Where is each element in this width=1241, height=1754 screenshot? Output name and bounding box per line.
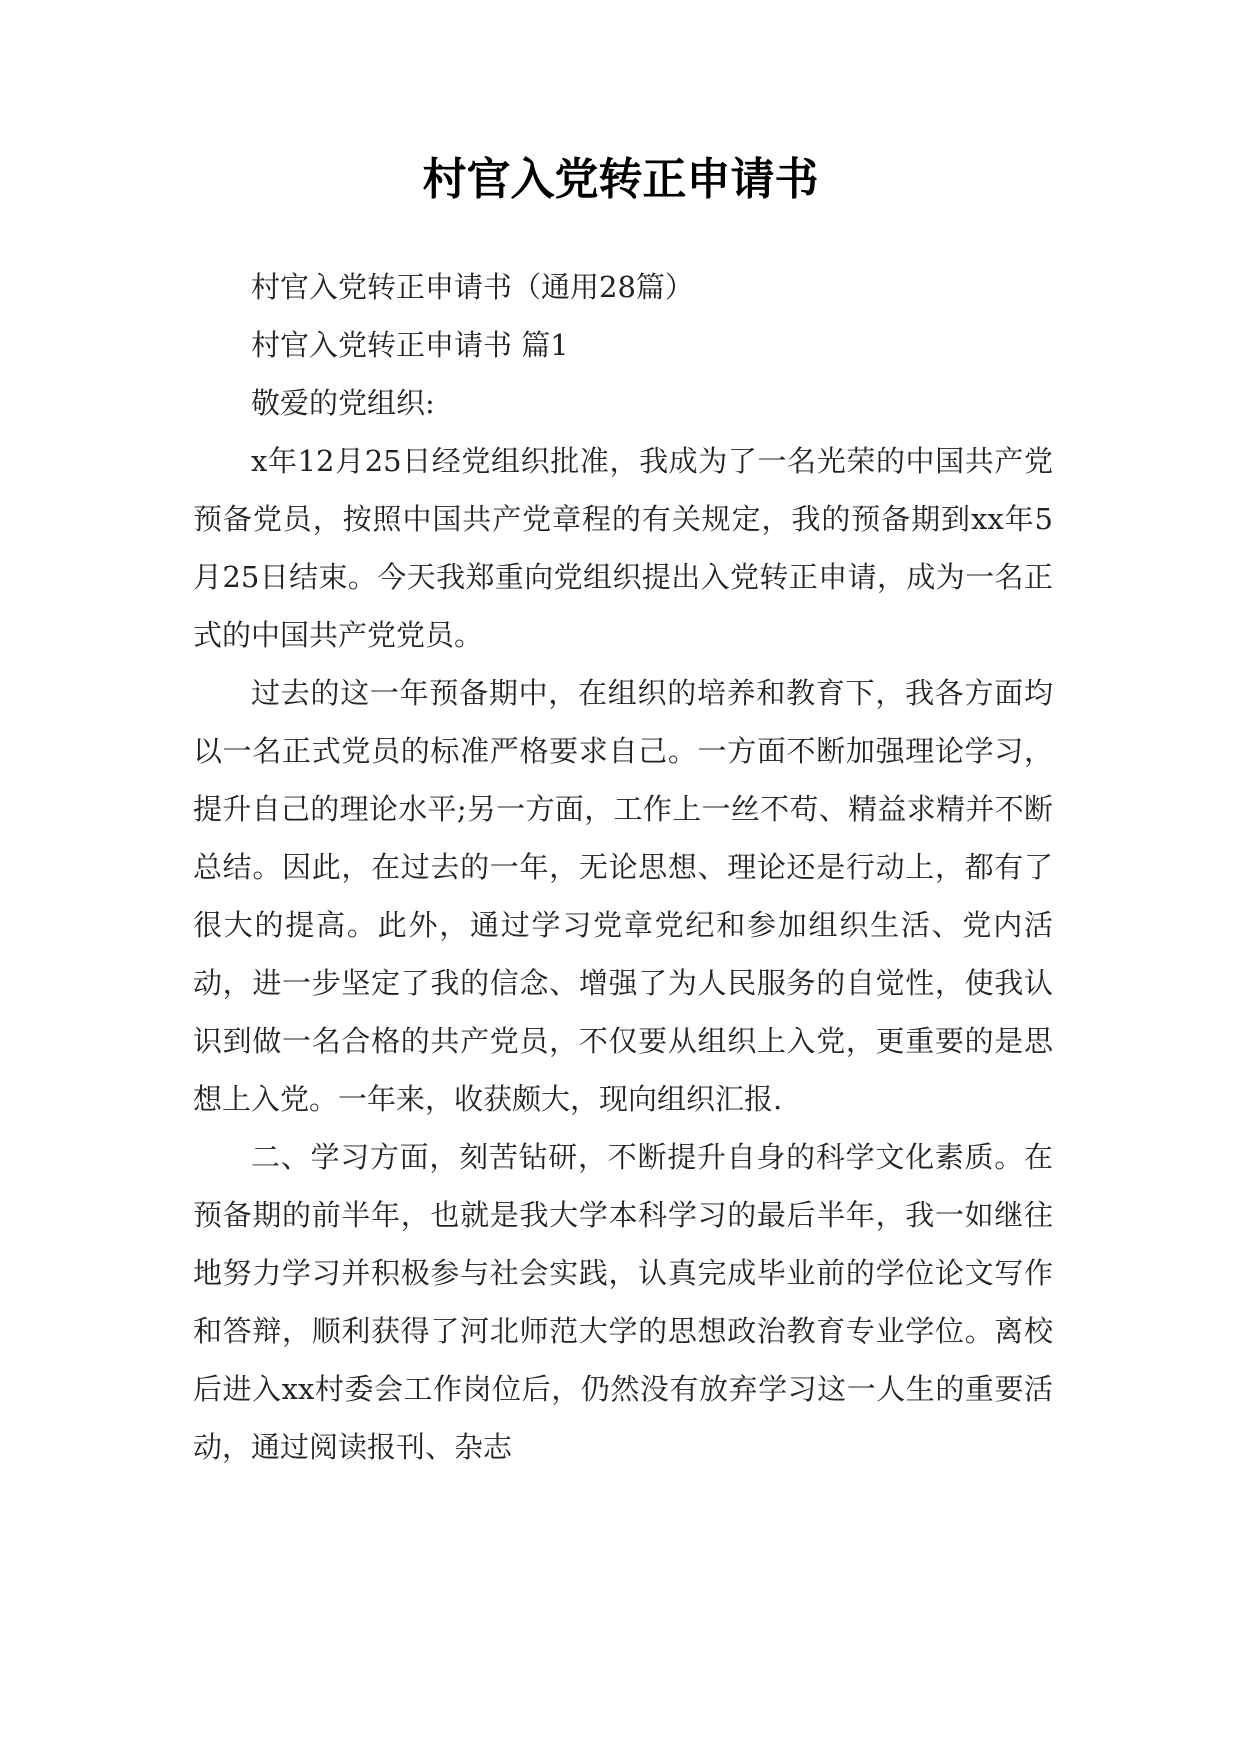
subtitle-paragraph: 村官入党转正申请书（通用28篇） (251, 270, 694, 304)
section-heading: 村官入党转正申请书 篇1 (251, 328, 569, 362)
salutation: 敬爱的党组织: (251, 386, 435, 420)
body-paragraph: x年12月25日经党组织批准，我成为了一名光荣的中国共产党预备党员，按照中国共产党章程的有关规定，我的预备期到xx年5月25日结束。今天我郑重向党组织提出入党转正申请，成为一名正式的中国共产党党员。 (193, 444, 1053, 652)
document-title: 村官入党转正申请书 (422, 154, 819, 205)
document-body (193, 258, 1053, 1476)
body-paragraph: 过去的这一年预备期中，在组织的培养和教育下，我各方面均以一名正式党员的标准严格要求自己。一方面不断加强理论学习，提升自己的理论水平;另一方面，工作上一丝不苟、精益求精并不断总结。因此，在过去的一年，无论思想、理论还是行动上，都有了很大的提高。此外，通过学习党章党纪和参加组织生活、党内活动，进一步坚定了我的信念、增强了为人民服务的自觉性，使我认识到做一名合格的共产党员，不仅要从组织上入党，更重要的是思想上入党。一年来，收获颇大，现向组织汇报. (193, 676, 1053, 1116)
body-paragraph: 二、学习方面，刻苦钻研，不断提升自身的科学文化素质。在预备期的前半年，也就是我大学本科学习的最后半年，我一如继往地努力学习并积极参与社会实践，认真完成毕业前的学位论文写作和答辩，顺利获得了河北师范大学的思想政治教育专业学位。离校后进入xx村委会工作岗位后，仍然没有放弃学习这一人生的重要活动，通过阅读报刊、杂志 (193, 1140, 1053, 1464)
